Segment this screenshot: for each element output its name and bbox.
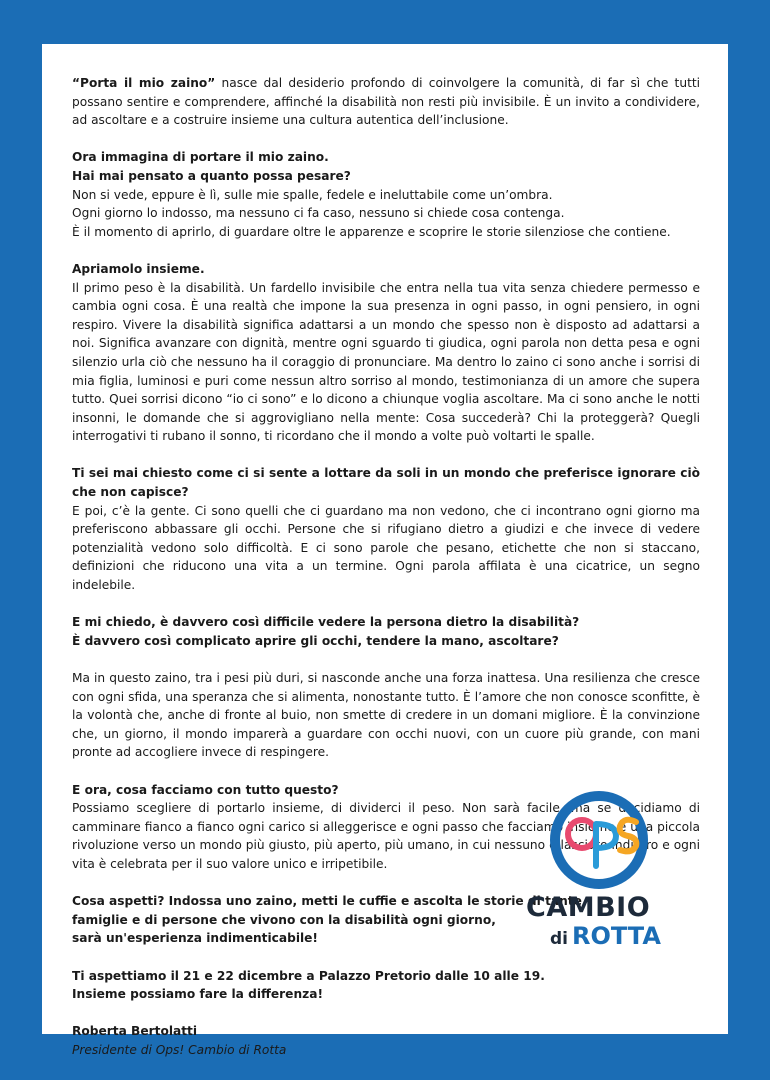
signature xyxy=(72,1022,700,1059)
signature-name: Roberta Bertolatti xyxy=(72,1024,198,1039)
together-text: Possiamo scegliere di portarlo insieme, di dividerci il peso. Non sarà facile, ma se decidiamo di camminare fianco a fianco ogni carico si alleggerisce e ogni passo che facciamo insieme è una piccola rivoluzione verso un mondo più giusto, più aperto, più umano, in cui nessuno è lasciato indietro e ogni vita è celebrata per il suo valore unico e irripetibile. xyxy=(72,801,700,871)
backpack-line-3: È il momento di aprirlo, di guardare oltre le apparenze e scoprire le storie silenziose che contiene. xyxy=(72,224,671,239)
question-section xyxy=(72,613,700,650)
backpack-section xyxy=(72,148,700,241)
event-info xyxy=(72,967,700,1004)
backpack-line-1: Non si vede, eppure è lì, sulle mie spalle, fedele e ineluttabile come un’ombra. xyxy=(72,187,553,202)
backpack-heading-2: Hai mai pensato a quanto possa pesare? xyxy=(72,168,351,183)
open-section xyxy=(72,260,700,446)
intro-title: “Porta il mio zaino” xyxy=(72,76,216,90)
logo-wordmark-di: di xyxy=(550,929,568,949)
alone-text: E poi, c’è la gente. Ci sono quelli che ci guardano ma non vedono, che ci incontrano ogni giorno ma preferiscono abbassare gli occhi. Persone che si rifugiano dietro a giudizi e che invece di vedere potenzialità vedono solo difficoltà. E ci sono parole che pesano, etichette che non si staccano, definizioni che riducono una vita a un termine. Ogni parola affilata è una cicatrice, un segno indelebile. xyxy=(72,503,700,593)
logo-wordmark-rotta-text: ROTTA xyxy=(572,922,661,950)
backpack-line-2: Ogni giorno lo indosso, ma nessuno ci fa caso, nessuno si chiede cosa contenga. xyxy=(72,206,565,221)
question-line-1: E mi chiedo, è davvero così difficile vedere la persona dietro la disabilità? xyxy=(72,615,580,630)
event-line-2: Insieme possiamo fare la differenza! xyxy=(72,987,323,1002)
signature-role: Presidente di Ops! Cambio di Rotta xyxy=(72,1042,287,1057)
cta-line-2: famiglie e di persone che vivono con la disabilità ogni giorno, xyxy=(72,912,496,927)
intro-text: nasce dal desiderio profondo di coinvolgere la comunità, di far sì che tutti possano sentire e comprendere, affinché la disabilità non resti più invisibile. È un invito a condividere, ad ascoltare e a costruire insieme una cultura autentica dell’inclusione. xyxy=(72,76,701,128)
question-line-2: È davvero così complicato aprire gli occhi, tendere la mano, ascoltare? xyxy=(72,633,559,648)
backpack-heading-1: Ora immagina di portare il mio zaino. xyxy=(72,150,329,165)
cta-line-3: sarà un'esperienza indimenticabile! xyxy=(72,931,318,946)
logo-wordmark-rotta xyxy=(550,922,661,950)
open-text: Il primo peso è la disabilità. Un fardello invisibile che entra nella tua vita senza chiedere permesso e cambia ogni cosa. È una realtà che impone la sua presenza in ogni passo, in ogni pensiero, in ogni respiro. Vivere la disabilità significa adattarsi a un mondo che spesso non è disposto ad adattarsi a noi. Significa avanzare con dignità, mentre ogni sguardo ti giudica, ogni parola non detta pesa e ogni silenzio urla ciò che nessuno ha il coraggio di pronunciare. Ma dentro lo zaino ci sono anche i sorrisi di mia figlia, luminosi e puri come nessun altro sorriso al mondo, testimonianza di un amore che supera tutto. Quei sorrisi dicono “io ci sono” e lo dicono a chiunque voglia ascoltare. Ma ci sono anche le notti insonni, le domande che si aggrovigliano nella mente: Cosa succederà? Chi la proteggerà? Quegli interrogativi ti rubano il sonno, ti ricordano che il mondo a volte può voltarti le spalle. xyxy=(72,280,700,444)
event-line-1: Ti aspettiamo il 21 e 22 dicembre a Palazzo Pretorio dalle 10 alle 19. xyxy=(72,968,545,983)
cta-line-1: Cosa aspetti? Indossa uno zaino, metti le cuffie e ascolta le storie di tante xyxy=(72,894,582,909)
logo-wordmark-cambio: CAMBIO xyxy=(526,892,651,923)
strength-paragraph: Ma in questo zaino, tra i pesi più duri, si nasconde anche una forza inattesa. Una resilienza che cresce con ogni sfida, una speranza che si alimenta, nonostante tutto. È l’amore che non conosce sconfitte, è la volontà che, anche di fronte al buio, non smette di credere in un domani migliore. È la convinzione che, un giorno, il mondo imparerà a guardare con occhi nuovi, con un cuore più grande, con mani pronte ad accogliere invece di respingere. xyxy=(72,671,700,760)
intro-paragraph xyxy=(72,74,700,130)
together-heading: E ora, cosa facciamo con tutto questo? xyxy=(72,782,339,797)
alone-section xyxy=(72,464,700,594)
open-heading: Apriamolo insieme. xyxy=(72,261,205,276)
alone-heading: Ti sei mai chiesto come ci si sente a lottare da soli in un mondo che preferisce ignorare ciò che non capisce? xyxy=(72,466,700,500)
